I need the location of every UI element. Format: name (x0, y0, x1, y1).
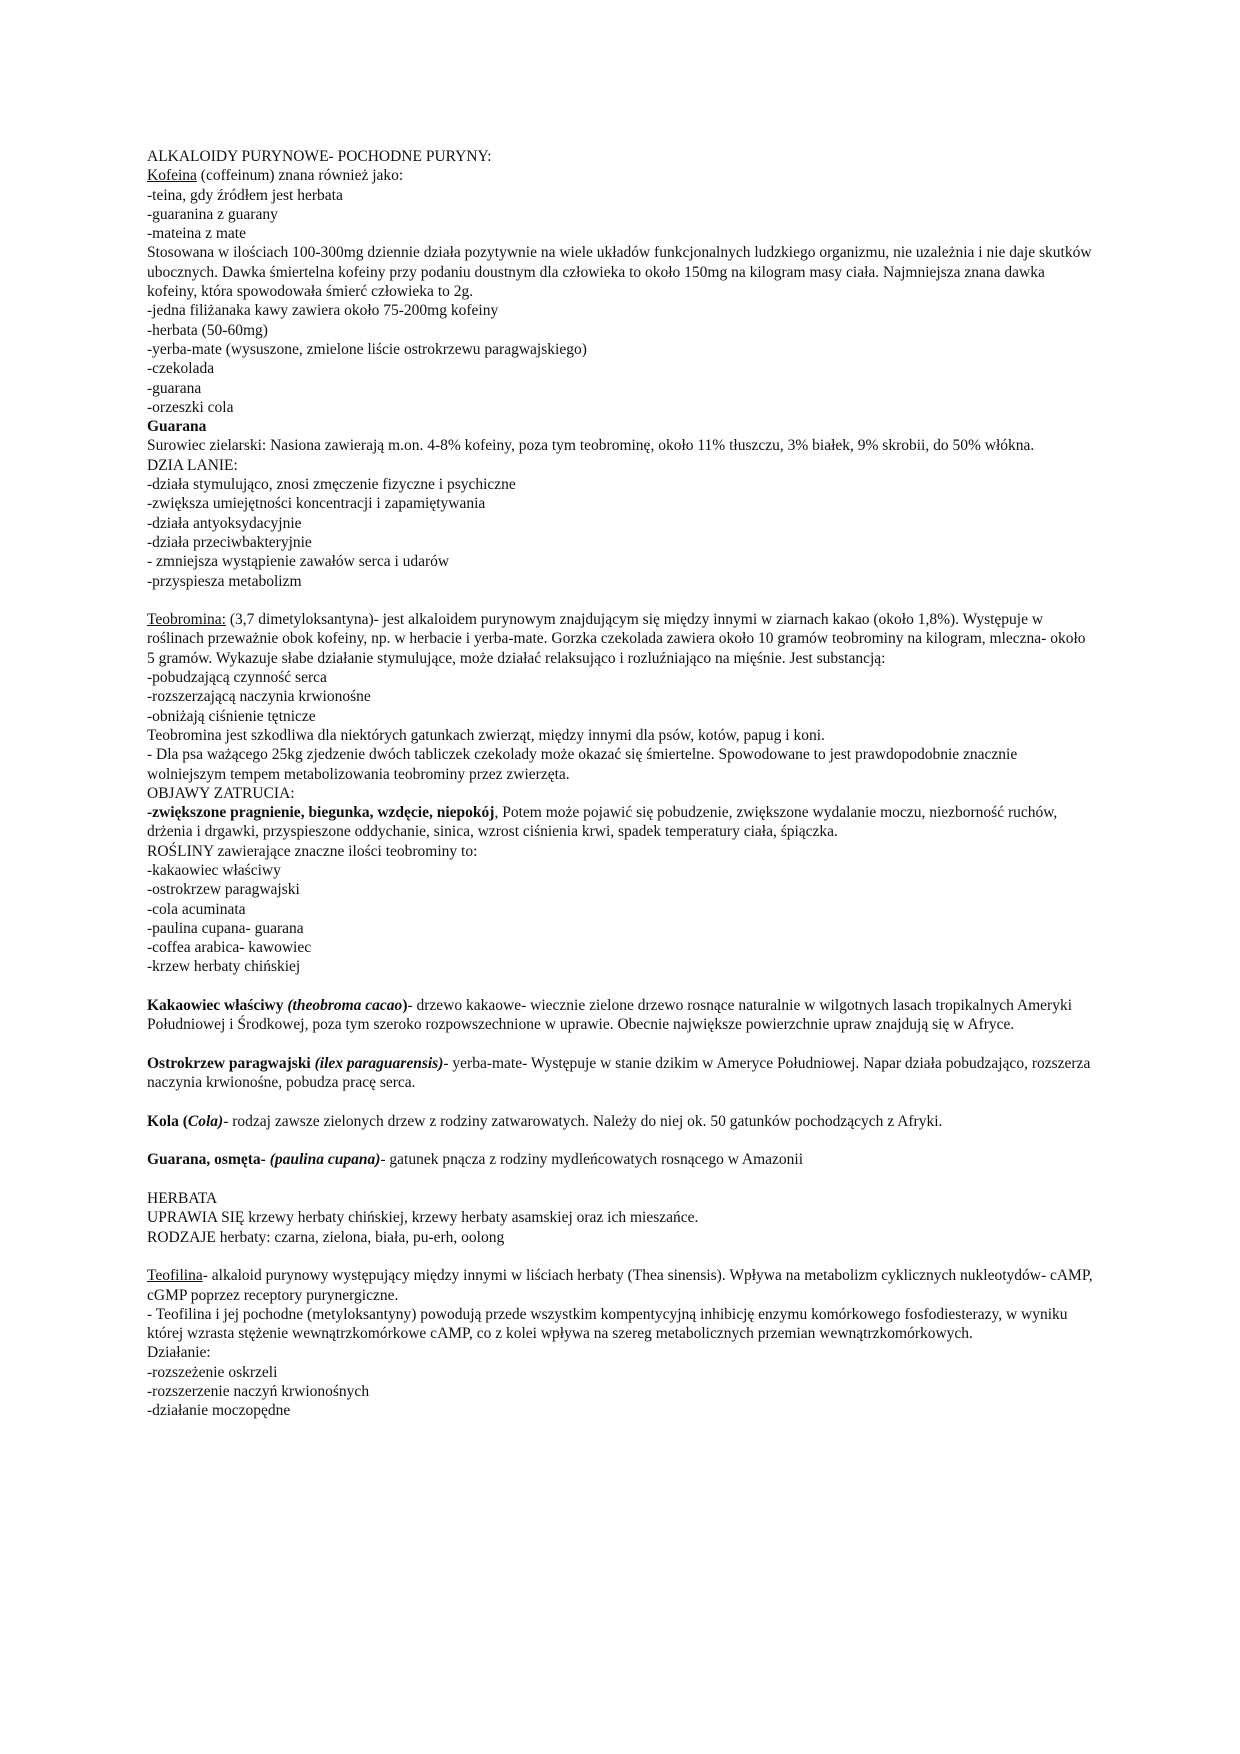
herbata-types: RODZAJE herbaty: czarna, zielona, biała, pu-erh, oolong (147, 1228, 505, 1246)
plants-heading: ROŚLINY zawierające znaczne ilości teobrominy to: (147, 842, 478, 860)
guarana-osmeta-text: - gatunek pnącza z rodziny mydleńcowatych rosnącego w Amazonii (380, 1151, 804, 1169)
guarana-osmeta-latin: (paulina cupana) (269, 1151, 381, 1169)
kofeina-intro-text: (coffeinum) znana również jako: (196, 167, 404, 185)
kakaowiec-latin: (theobroma cacao (287, 997, 403, 1015)
ostrokrzew-paragraph (147, 1054, 1097, 1093)
kofeina-alias: -mateina z mate (147, 225, 246, 243)
guarana-action: -działa stymulująco, znosi zmęczenie fizyczne i psychiczne (147, 476, 516, 494)
kola-term: Kola ( (147, 1112, 188, 1130)
kofeina-source: -jedna filiżanaka kawy zawiera około 75-200mg kofeiny (147, 302, 499, 320)
teofilina-description-2: - Teofilina i jej pochodne (metyloksantyny) powodują przede wszystkim kompentycyjną inhibicję enzymu komórkowego fosfodiesterazy, w wyniku której wzrasta stężenie wewnątrzkomórkowe cAMP, co z kolei wpływa na szereg metabolicznych przemian wewnątrzkomórkowych. (147, 1305, 1068, 1343)
kola-latin: Cola) (187, 1112, 224, 1130)
plant-item: -paulina cupana- guarana (147, 919, 304, 937)
kakaowiec-close: ) (402, 997, 408, 1015)
kakaowiec-text: - drzewo kakaowe- wiecznie zielone drzewo rosnące naturalnie w wilgotnych lasach tropikalnych Ameryki Południowej i Środkowej, poza tym szeroko rozpowszechnione w uprawie. Obecnie największe powierzchnie upraw znajdują się w Afryce. (147, 997, 1072, 1034)
guarana-osmeta-term: Guarana, osmęta- (147, 1151, 270, 1169)
guarana-action: -działa antyoksydacyjnie (147, 514, 302, 532)
symptoms-bold: -zwiększone pragnienie, biegunka, wzdęcie, niepokój (147, 804, 495, 822)
plant-item: -kakaowiec właściwy (147, 861, 281, 879)
guarana-osmeta-paragraph (147, 1150, 1097, 1169)
teobromina-harm: Teobromina jest szkodliwa dla niektórych gatunkach zwierząt, między innymi dla psów, kotów, papug i koni. (147, 726, 825, 744)
paragraph-gap (147, 1247, 1097, 1266)
kofeina-source: -czekolada (147, 360, 215, 378)
kofeina-alias: -teina, gdy źródłem jest herbata (147, 186, 343, 204)
teofilina-action: -działanie moczopędne (147, 1402, 291, 1420)
plant-item: -krzew herbaty chińskiej (147, 958, 301, 976)
teobromina-dog-note: - Dla psa ważącego 25kg zjedzenie dwóch tabliczek czekolady może okazać się śmiertelne. Spowodowane to jest prawdopodobnie znacznie wolniejszym tempem metabolizowania teobrominy przez zwierzęta. (147, 746, 1018, 783)
plant-item: -coffea arabica- kawowiec (147, 939, 312, 957)
kola-text: - rodzaj zawsze zielonych drzew z rodziny zatwarowatych. Należy do niej ok. 50 gatunków pochodzących z Afryki. (223, 1112, 943, 1130)
symptoms-text (147, 803, 1097, 842)
plant-item: -cola acuminata (147, 900, 246, 918)
paragraph-gap (147, 1035, 1097, 1054)
ostrokrzew-term: Ostrokrzew paragwajski (147, 1054, 315, 1072)
kofeina-source: -guarana (147, 379, 202, 397)
paragraph-gap (147, 1131, 1097, 1150)
guarana-heading: Guarana (147, 418, 207, 436)
kola-paragraph (147, 1112, 1097, 1131)
kofeina-description: Stosowana w ilościach 100-300mg dziennie działa pozytywnie na wiele układów funkcjonalnych ludzkiego organizmu, nie uzależnia i nie daje skutków ubocznych. Dawka śmiertelna kofeiny przy podaniu doustnym dla człowieka to około 150mg na kilogram masy ciała. Najmniejsza znana dawka kofeiny, która spowodowała śmierć człowieka to 2g. (147, 244, 1092, 301)
teofilina-description (147, 1266, 1097, 1305)
teobromina-term: Teobromina: (147, 611, 226, 629)
guarana-action-heading: DZIA LANIE: (147, 456, 238, 474)
guarana-description: Surowiec zielarski: Nasiona zawierają m.on. 4-8% kofeiny, poza tym teobrominę, około 11% tłuszczu, 3% białek, 9% skrobii, do 50% włókna. (147, 437, 1035, 455)
ostrokrzew-text: - yerba-mate- Występuje w stanie dzikim w Ameryce Południowej. Napar działa pobudzająco, rozszerza naczynia krwionośne, pobudza pracę serca. (147, 1054, 1091, 1092)
teofilina-action-heading: Działanie: (147, 1344, 211, 1362)
herbata-heading: HERBATA (147, 1190, 218, 1208)
teobromina-description-text: (3,7 dimetyloksantyna)- jest alkaloidem purynowym znajdującym się między innymi w ziarnach kakao (około 1,8%). Występuje w roślinach przeważnie obok kofeiny, np. w herbacie i yerba-mate. Gorzka czekolada zawiera około 10 gramów teobrominy na kilogram, mleczna- około 5 gramów. Wykazuje słabe działanie stymulujące, może działać relaksująco i rozluźniająco na mięśnie. Jest substancją: (147, 611, 1086, 667)
guarana-action: -zwiększa umiejętności koncentracji i zapamiętywania (147, 495, 486, 513)
kakaowiec-term: Kakaowiec właściwy (147, 997, 288, 1015)
guarana-action: -działa przeciwbakteryjnie (147, 533, 312, 551)
kofeina-intro (147, 166, 1097, 185)
kofeina-alias: -guaranina z guarany (147, 205, 278, 223)
teobromina-description (147, 610, 1097, 668)
guarana-action: - zmniejsza wystąpienie zawałów serca i udarów (147, 553, 450, 571)
plant-item: -ostrokrzew paragwajski (147, 881, 300, 899)
paragraph-gap (147, 1170, 1097, 1189)
kofeina-source: -herbata (50-60mg) (147, 321, 268, 339)
teofilina-description-text: - alkaloid purynowy występujący między innymi w liściach herbaty (Thea sinensis). Wpływa na metabolizm cyklicznych nukleotydów- cAMP, cGMP poprzez receptory purynergiczne. (147, 1267, 1093, 1304)
teobromina-effect: -rozszerzającą naczynia krwionośne (147, 688, 371, 706)
document-title: ALKALOIDY PURYNOWE- POCHODNE PURYNY: (147, 148, 492, 165)
paragraph-gap (147, 591, 1097, 610)
kofeina-term: Kofeina (147, 167, 197, 185)
teobromina-effect: -obniżają ciśnienie tętnicze (147, 707, 316, 725)
herbata-cultivation: UPRAWIA SIĘ krzewy herbaty chińskiej, krzewy herbaty asamskiej oraz ich mieszańce. (147, 1209, 699, 1227)
kofeina-source: -yerba-mate (wysuszone, zmielone liście ostrokrzewu paragwajskiego) (147, 340, 587, 358)
teofilina-action: -rozszeżenie oskrzeli (147, 1363, 278, 1381)
paragraph-gap (147, 977, 1097, 996)
teofilina-term: Teofilina (147, 1267, 203, 1285)
paragraph-gap (147, 1093, 1097, 1112)
teofilina-action: -rozszerzenie naczyń krwionośnych (147, 1383, 370, 1400)
symptoms-rest: , Potem może pojawić się pobudzenie, zwiększone wydalanie moczu, niezborność ruchów, drżenia i drgawki, przyspieszone oddychanie, sinica, wzrost ciśnienia krwi, spadek temperatury ciała, śpiączka. (147, 804, 1058, 841)
kofeina-source: -orzeszki cola (147, 398, 234, 416)
document-page (147, 147, 1097, 1421)
kakaowiec-paragraph (147, 996, 1097, 1035)
ostrokrzew-latin: (ilex paraguarensis) (314, 1054, 444, 1072)
symptoms-heading: OBJAWY ZATRUCIA: (147, 784, 295, 802)
teobromina-effect: -pobudzającą czynność serca (147, 669, 327, 687)
guarana-action: -przyspiesza metabolizm (147, 572, 302, 590)
